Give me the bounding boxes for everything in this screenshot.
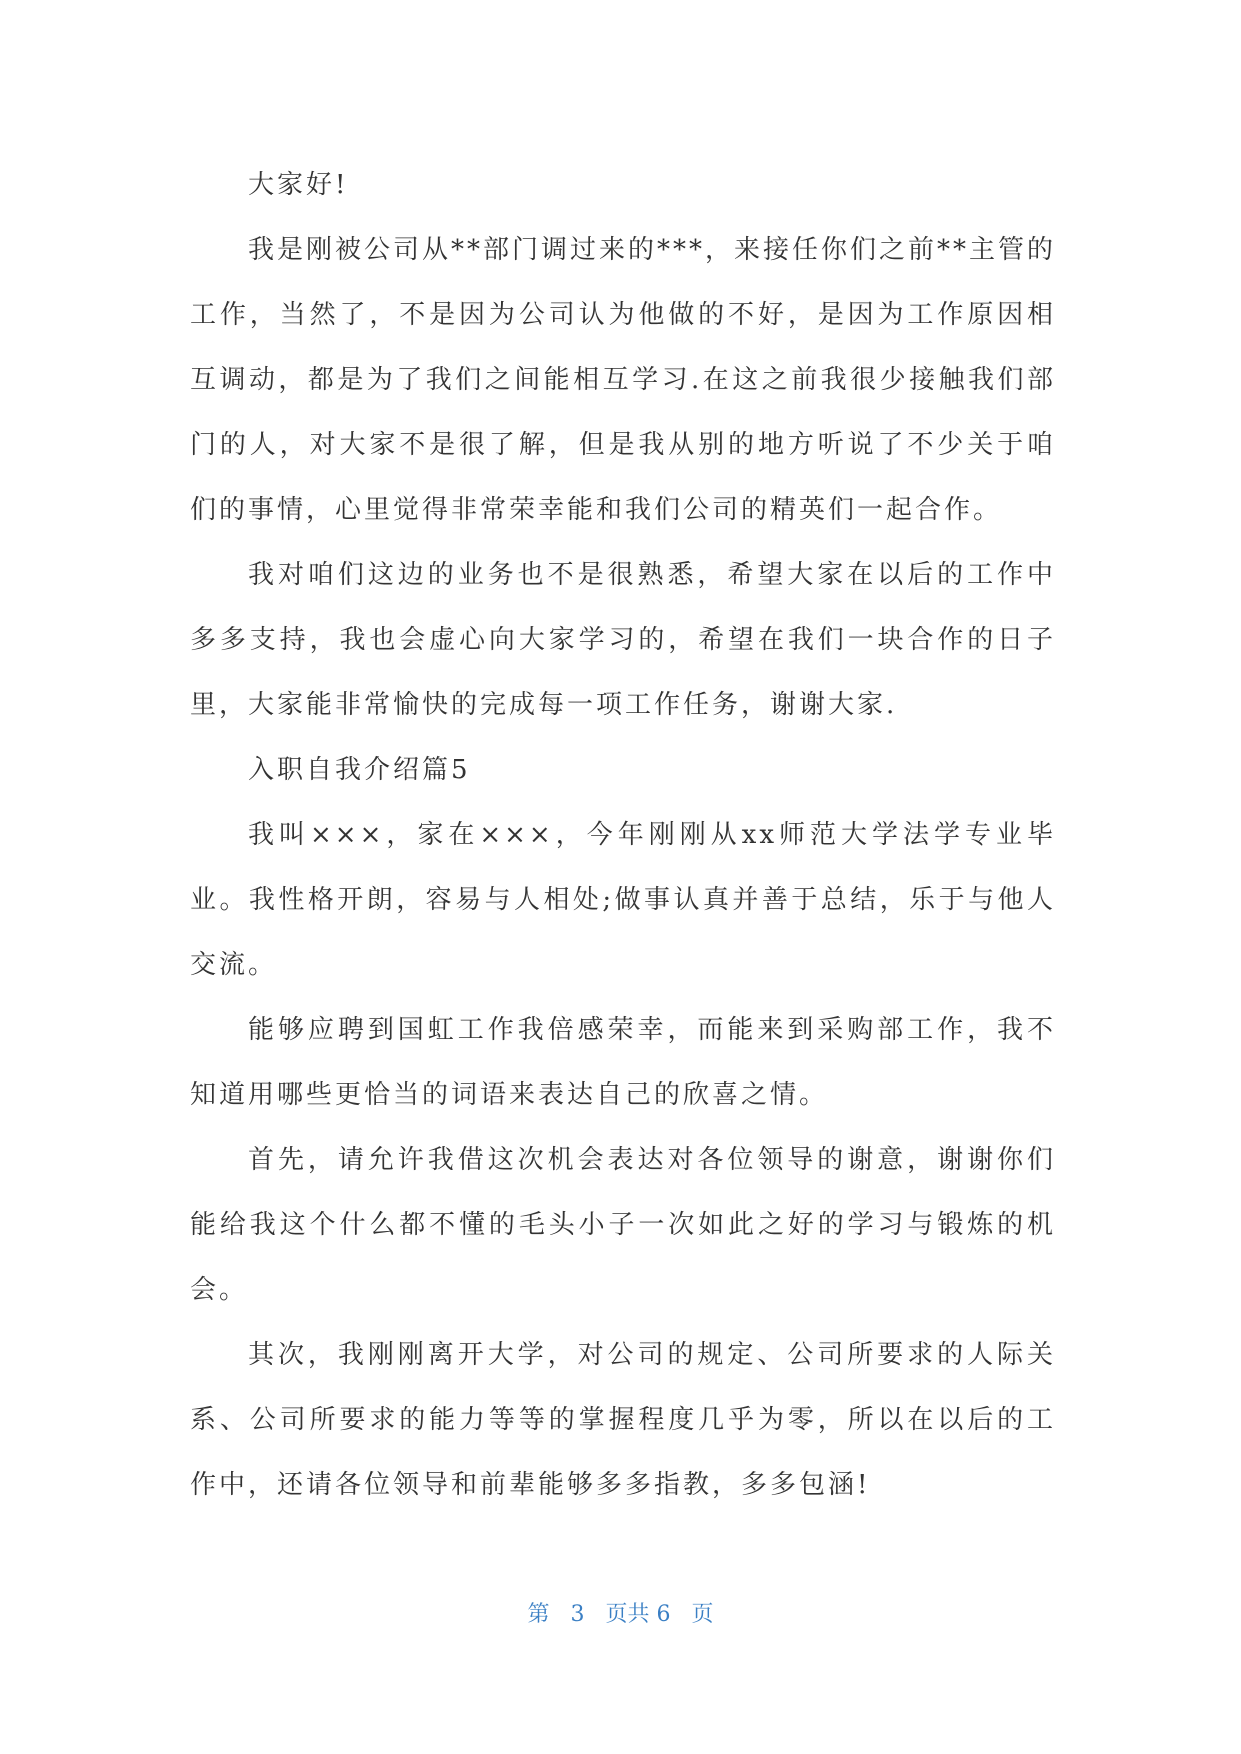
footer-middle: 页共	[605, 1602, 650, 1627]
paragraph-intro: 我是刚被公司从**部门调过来的***，来接任你们之前**主管的工作，当然了，不是因为公司认为他做的不好，是因为工作原因相互调动，都是为了我们之间能相互学习.在这之前我很少接触我们部门的人，对大家不是很了解，但是我从别的地方听说了不少关于咱们的事情，心里觉得非常荣幸能和我们公司的精英们一起合作。	[190, 235, 1057, 525]
paragraph-support: 我对咱们这边的业务也不是很熟悉，希望大家在以后的工作中多多支持，我也会虚心向大家学习的，希望在我们一块合作的日子里，大家能非常愉快的完成每一项工作任务，谢谢大家.	[190, 560, 1056, 720]
paragraph-greeting: 大家好!	[248, 170, 349, 200]
paragraph-honored: 能够应聘到国虹工作我倍感荣幸，而能来到采购部工作，我不知道用哪些更恰当的词语来表达自己的欣喜之情。	[190, 1015, 1056, 1110]
section-heading: 入职自我介绍篇5	[248, 755, 471, 785]
current-page-number: 3	[570, 1602, 585, 1627]
footer-prefix: 第	[527, 1602, 550, 1627]
footer-suffix: 页	[691, 1602, 714, 1627]
paragraph-second: 其次，我刚刚离开大学，对公司的规定、公司所要求的人际关系、公司所要求的能力等等的掌握程度几乎为零，所以在以后的工作中，还请各位领导和前辈能够多多指教，多多包涵!	[190, 1340, 1056, 1500]
paragraph-first: 首先，请允许我借这次机会表达对各位领导的谢意，谢谢你们能给我这个什么都不懂的毛头小子一次如此之好的学习与锻炼的机会。	[190, 1145, 1056, 1305]
document-body	[190, 153, 1056, 1518]
paragraph-self-intro: 我叫×××，家在×××，今年刚刚从xx师范大学法学专业毕业。我性格开朗，容易与人相处;做事认真并善于总结，乐于与他人交流。	[190, 820, 1056, 980]
page-footer	[0, 1600, 1241, 1630]
total-pages-number: 6	[656, 1602, 671, 1627]
